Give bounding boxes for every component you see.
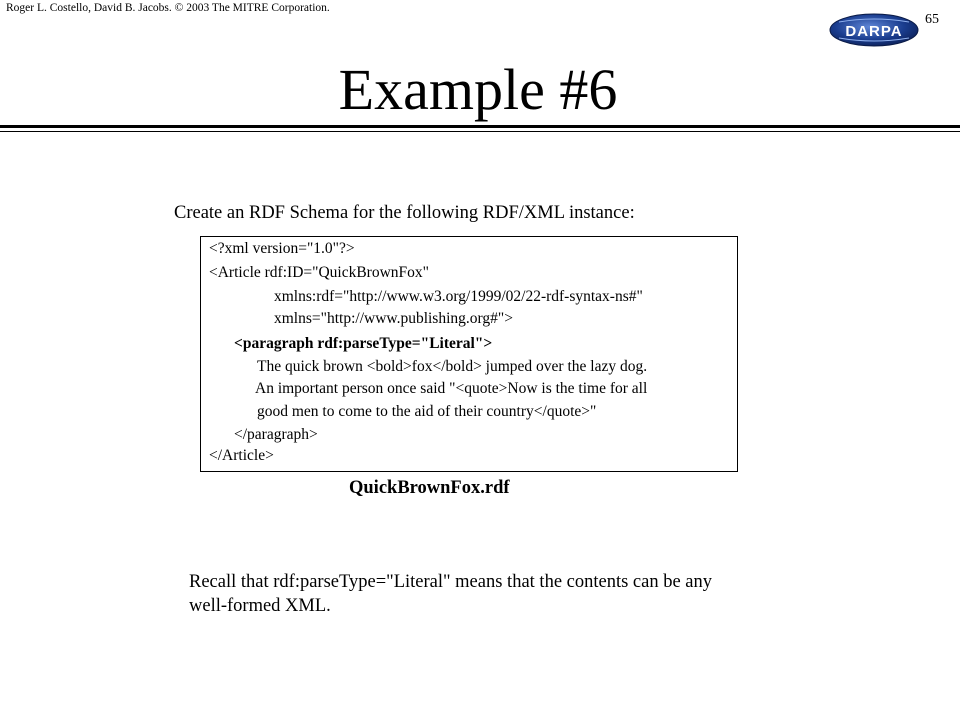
- note-line: well-formed XML.: [189, 596, 331, 616]
- title-rule-thin: [0, 131, 960, 132]
- code-line: An important person once said "<quote>Now is the time for all: [255, 380, 648, 397]
- slide-title: Example #6: [338, 57, 618, 122]
- intro-text: Create an RDF Schema for the following RDF/XML instance:: [174, 203, 635, 223]
- code-caption: QuickBrownFox.rdf: [349, 478, 510, 498]
- code-line: xmlns:rdf="http://www.w3.org/1999/02/22-rdf-syntax-ns#": [274, 288, 643, 305]
- code-line: <Article rdf:ID="QuickBrownFox": [209, 264, 429, 281]
- recall-note: [189, 570, 809, 618]
- code-line: </Article>: [209, 447, 274, 464]
- darpa-logo: [829, 13, 919, 47]
- note-line: Recall that rdf:parseType="Literal" means that the contents can be any: [189, 572, 713, 592]
- code-line: good men to come to the aid of their country</quote>": [257, 403, 597, 420]
- code-line: The quick brown <bold>fox</bold> jumped over the lazy dog.: [257, 358, 648, 375]
- logo-text: DARPA: [845, 23, 903, 40]
- page-number: 65: [925, 12, 939, 27]
- code-line: xmlns="http://www.publishing.org#">: [274, 310, 513, 327]
- code-line: <?xml version="1.0"?>: [209, 240, 355, 257]
- title-rule-thick: [0, 125, 960, 128]
- code-box: [200, 236, 738, 472]
- code-line: <paragraph rdf:parseType="Literal">: [234, 335, 493, 352]
- code-line: </paragraph>: [234, 426, 318, 443]
- copyright-notice: Roger L. Costello, David B. Jacobs. © 2003 The MITRE Corporation.: [6, 2, 330, 14]
